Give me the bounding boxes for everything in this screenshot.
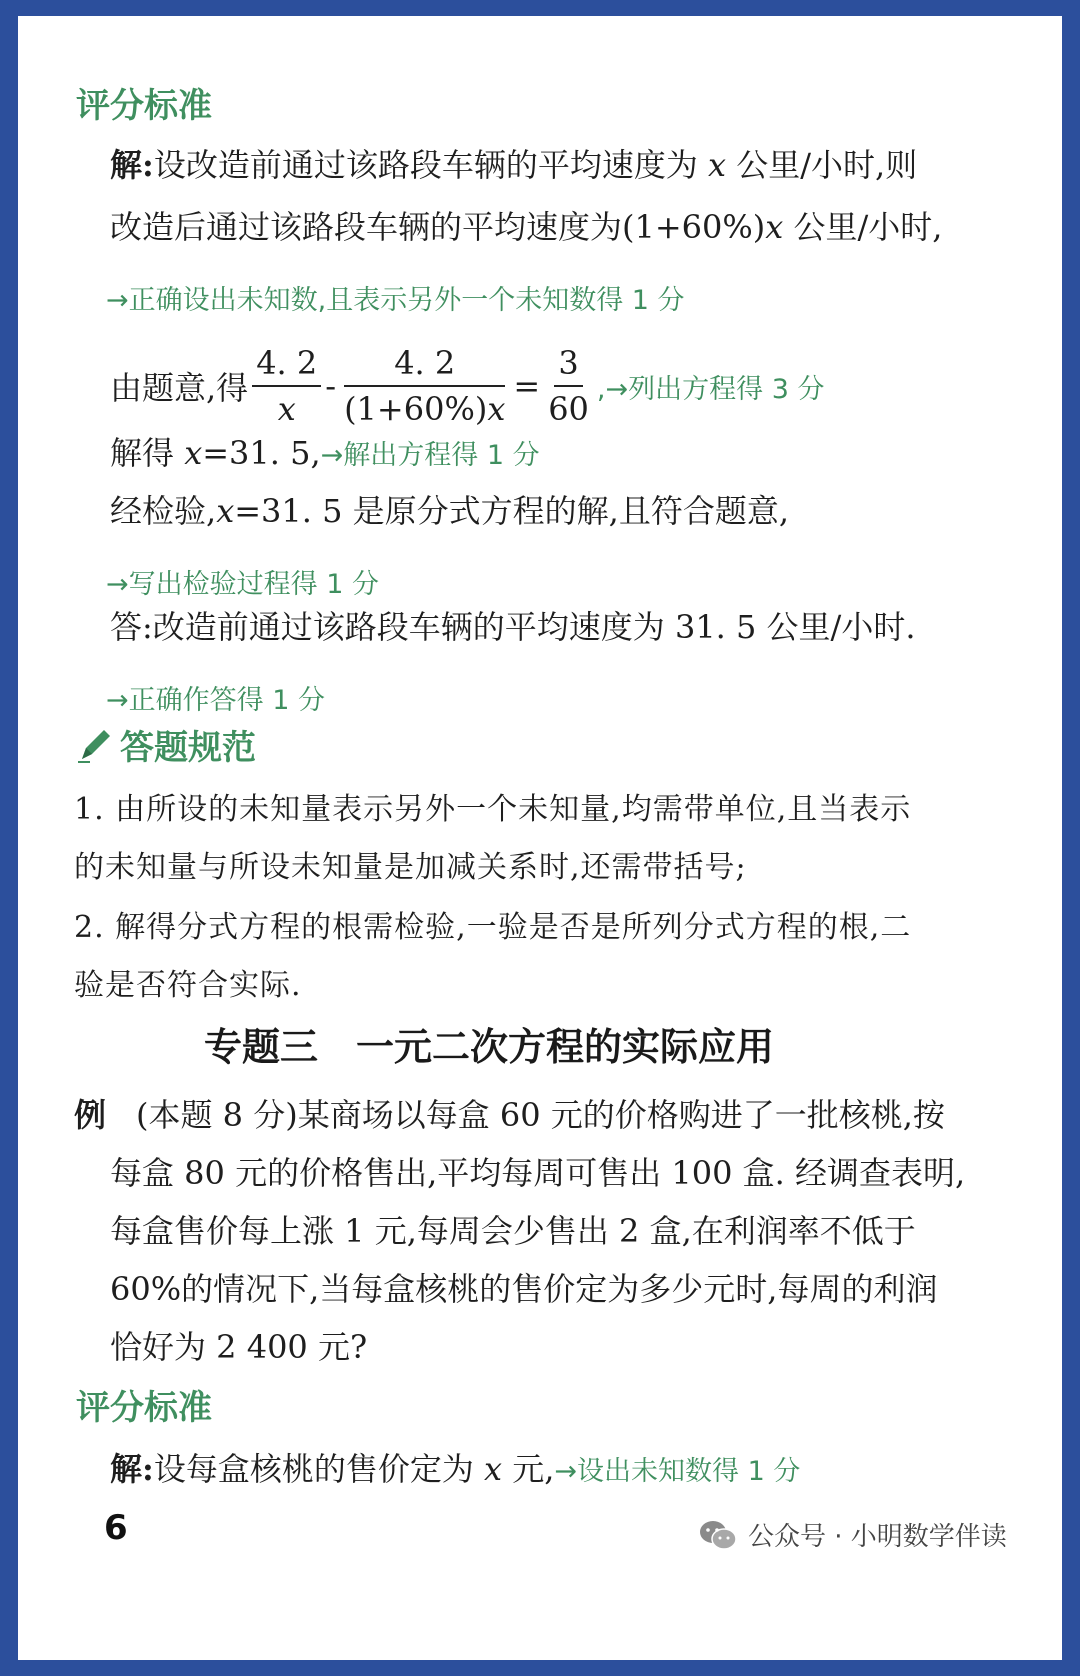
grading-standard-title: 评分标准 <box>76 86 212 126</box>
fraction-3-denominator: 60 <box>548 390 589 428</box>
textbook-page <box>18 16 1062 1660</box>
rule-line-3: 2. 解得分式方程的根需检验,一验是否是所列分式方程的根,二 <box>74 910 912 945</box>
example-line-5: 恰好为 2 400 元? <box>110 1328 368 1366</box>
var-x: x <box>487 390 506 428</box>
wechat-icon <box>698 1519 738 1551</box>
score-note-3: →解出方程得 1 分 <box>320 440 540 471</box>
answer-line: 答:改造前通过该路段车辆的平均速度为 31. 5 公里/小时. <box>110 608 916 646</box>
solution-text-1b: 公里/小时,则 <box>736 146 918 184</box>
rule-line-1: 1. 由所设的未知量表示另外一个未知量,均需带单位,且当表示 <box>74 792 912 827</box>
score-note-2: ,→列出方程得 3 分 <box>596 373 825 405</box>
solution-label: 解: <box>110 146 154 184</box>
pencil-icon <box>76 726 114 764</box>
rule-line-4: 验是否符合实际. <box>74 968 302 1003</box>
equation-prefix: 由题意,得 <box>110 369 249 407</box>
grading-standard-title-2: 评分标准 <box>76 1388 212 1428</box>
var-x: x <box>708 146 727 184</box>
fraction-2-denominator <box>340 387 509 428</box>
fraction-1 <box>252 344 321 428</box>
check-text-b: =31. 5 是原分式方程的解,且符合题意, <box>234 492 789 530</box>
answer-rules-heading <box>76 720 256 769</box>
fraction-3-numerator: 3 <box>554 344 582 387</box>
solve-text-b: =31. 5, <box>202 434 321 472</box>
fraction-3 <box>544 344 593 428</box>
watermark <box>698 1516 1007 1553</box>
var-x: x <box>484 1450 503 1488</box>
score-note-4: →写出检验过程得 1 分 <box>106 569 379 600</box>
var-x: x <box>184 434 203 472</box>
example-line-1 <box>74 1090 945 1136</box>
fraction-2-numerator: 4. 2 <box>344 344 505 387</box>
check-text-a: 经检验, <box>110 492 217 530</box>
solution-text-2b: 公里/小时, <box>793 208 943 246</box>
minus-sign: - <box>325 367 337 405</box>
example-line-2: 每盒 80 元的价格售出,平均每周可售出 100 盒. 经调查表明, <box>110 1154 966 1192</box>
var-x: x <box>216 492 235 530</box>
answer-rules-title: 答题规范 <box>120 728 256 768</box>
solve-line <box>110 428 540 474</box>
var-x: x <box>765 208 784 246</box>
watermark-text: 公众号 · 小明数学伴读 <box>748 1522 1007 1552</box>
equals-sign: = <box>513 367 541 405</box>
solution-line-1 <box>110 140 917 186</box>
page-number: 6 <box>104 1508 128 1548</box>
equation-line <box>110 344 824 428</box>
score-note-6: →设出未知数得 1 分 <box>554 1456 801 1487</box>
fraction-1-numerator: 4. 2 <box>252 344 321 387</box>
fraction-2-denominator-text: (1+60%) <box>344 390 488 428</box>
rule-line-2: 的未知量与所设未知量是加减关系时,还需带括号; <box>74 850 747 885</box>
score-note-5: →正确作答得 1 分 <box>106 685 325 716</box>
solution2-text-a: 设每盒核桃的售价定为 <box>153 1450 474 1488</box>
solution-text-1a: 设改造前通过该路段车辆的平均速度为 <box>153 146 698 184</box>
solution-line-2 <box>110 202 942 248</box>
solution2-line-1 <box>110 1444 800 1490</box>
fraction-2 <box>340 344 509 428</box>
topic-3-title: 专题三 一元二次方程的实际应用 <box>204 1025 775 1069</box>
solution2-text-b: 元, <box>512 1450 555 1488</box>
solve-text-a: 解得 <box>110 434 175 472</box>
example-line-3: 每盒售价每上涨 1 元,每周会少售出 2 盒,在利润率不低于 <box>110 1212 916 1250</box>
example-line-4: 60%的情况下,当每盒核桃的售价定为多少元时,每周的利润 <box>110 1270 938 1308</box>
solution2-label: 解: <box>110 1450 154 1488</box>
fraction-1-denominator: x <box>277 390 296 428</box>
solution-text-2a: 改造后通过该路段车辆的平均速度为(1+60%) <box>110 208 766 246</box>
example-text-1: (本题 8 分)某商场以每盒 60 元的价格购进了一批核桃,按 <box>136 1096 945 1134</box>
example-label: 例 <box>74 1096 107 1134</box>
check-line <box>110 486 789 532</box>
score-note-1: →正确设出未知数,且表示另外一个未知数得 1 分 <box>106 285 685 316</box>
